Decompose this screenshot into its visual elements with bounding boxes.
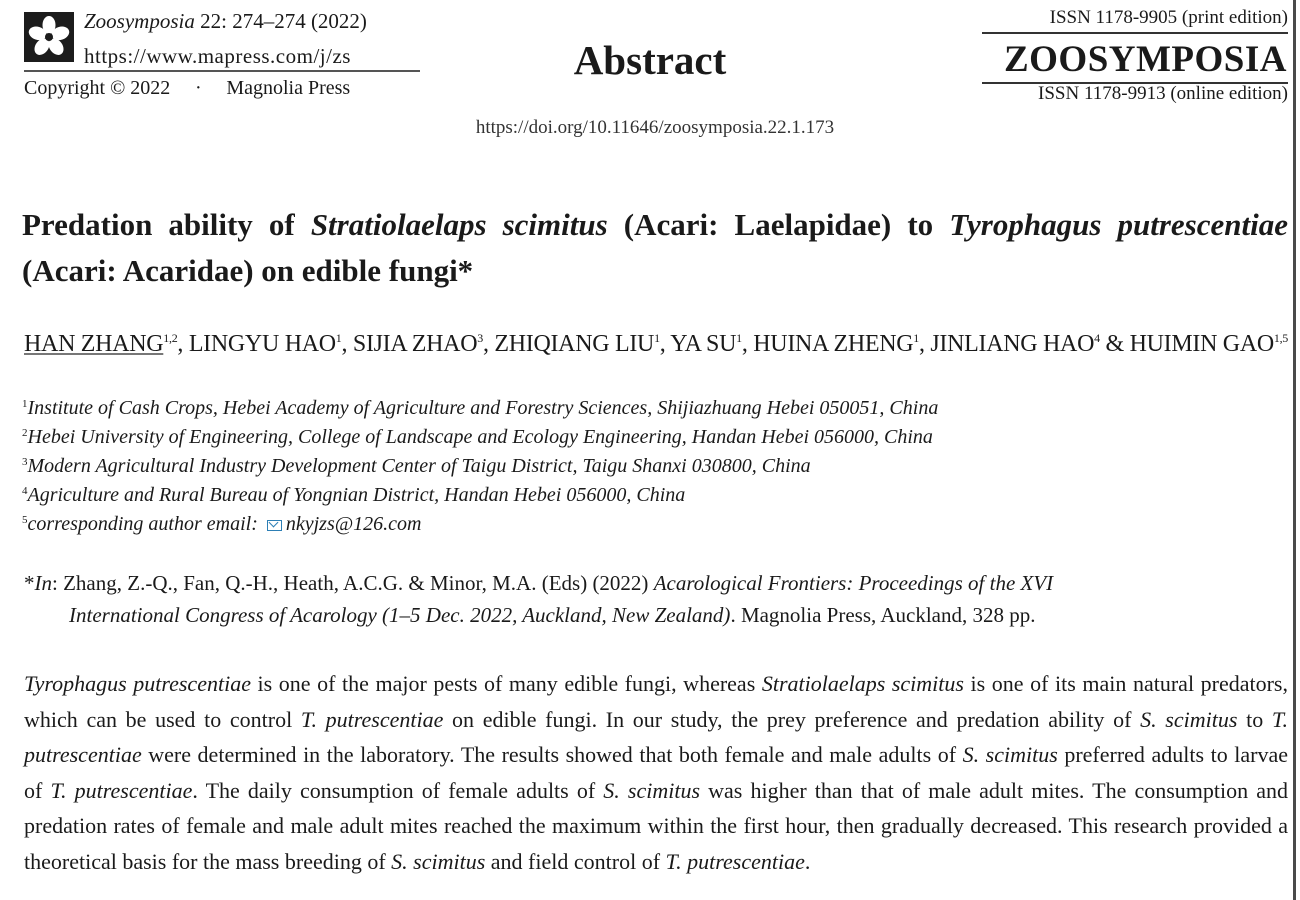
affiliation-text: Modern Agricultural Industry Development Center of Taigu District, Taigu Shanxi 030800, China xyxy=(27,455,811,477)
affiliation-number: 2 xyxy=(22,427,28,439)
title-species: Stratiolaelaps scimitus xyxy=(310,207,608,242)
affiliation-number: 5 xyxy=(22,514,28,526)
doi-link[interactable]: https://doi.org/10.11646/zoosymposia.22.1.173 xyxy=(475,117,835,138)
book-title: International Congress of Acarology (1–5 Dec. 2022, Auckland, New Zealand) xyxy=(69,603,731,627)
author-separator: , xyxy=(741,331,754,357)
separator-dot: · xyxy=(194,77,202,99)
brand-rule-top xyxy=(982,32,1288,34)
affiliation-item xyxy=(22,452,938,481)
abstract-fragment: was higher than that of male adult mites. The consumption and predation rates of female and male adult mites reached the maximum within the first hour, then gradually decreased. This research provided a theoretical basis for the mass breeding of xyxy=(24,777,1288,874)
author-affil-ref: 1,5 xyxy=(1273,331,1289,345)
issn-print: ISSN 1178-9905 (print edition) xyxy=(1049,7,1288,28)
abstract-fragment: . The daily consumption of female adults of xyxy=(192,777,604,803)
author-affil-ref: 1 xyxy=(654,331,660,345)
species-name: T. putrescentiae xyxy=(665,848,805,874)
author-affil-ref: 1 xyxy=(736,331,742,345)
in-label: In xyxy=(34,571,52,595)
author-name: LINGYU HAO xyxy=(188,331,336,357)
abstract-fragment: on edible fungi. In our study, the prey preference and predation ability of xyxy=(443,706,1141,732)
paper-title xyxy=(22,202,1288,294)
affiliation-item xyxy=(22,423,938,452)
editors: Zhang, Z.-Q., Fan, Q.-H., Heath, A.C.G. & Minor, M.A. (Eds) (2022) xyxy=(57,571,654,595)
corresponding-label: corresponding author email: xyxy=(27,513,258,535)
affiliation-list xyxy=(22,394,938,539)
abstract-fragment: to xyxy=(1237,706,1272,732)
author-list xyxy=(24,326,1290,362)
copyright-text: Copyright © 2022 xyxy=(24,77,171,99)
publication-details: . Magnolia Press, Auckland, 328 pp. xyxy=(730,603,1036,627)
species-name: T. putrescentiae xyxy=(300,706,444,732)
email-icon xyxy=(267,520,282,531)
author-affil-ref: 1 xyxy=(913,331,919,345)
affiliation-text: Institute of Cash Crops, Hebei Academy of Agriculture and Forestry Sciences, Shijiazhuang Hebei 050051, China xyxy=(27,397,939,419)
issn-online: ISSN 1178-9913 (online edition) xyxy=(1038,83,1288,104)
species-name: Stratiolaelaps scimitus xyxy=(761,671,964,696)
affiliation-number: 3 xyxy=(22,456,28,468)
author-separator: , xyxy=(177,331,189,357)
corresponding-email[interactable]: nkyjzs@126.com xyxy=(285,513,422,535)
abstract-fragment: . xyxy=(804,848,811,874)
species-name: T. putrescentiae xyxy=(24,706,1288,767)
species-name: S. scimitus xyxy=(962,742,1058,767)
in-colon: : xyxy=(52,571,58,595)
author-name: HUINA ZHENG xyxy=(753,331,914,357)
section-label: Abstract xyxy=(573,37,727,83)
author-separator: , xyxy=(482,331,495,357)
title-part: (Acari: Acaridae) on edible fungi* xyxy=(22,253,474,288)
author-name: SIJIA ZHAO xyxy=(352,331,478,357)
affiliation-number: 1 xyxy=(22,398,28,410)
author-separator: , xyxy=(341,331,353,357)
author-affil-ref: 1,2 xyxy=(163,331,178,345)
species-name: Tyrophagus putrescentiae xyxy=(24,671,251,696)
author-affil-ref: 4 xyxy=(1094,331,1100,345)
journal-brand: ZOOSYMPOSIA xyxy=(1003,39,1287,80)
publisher-name: Magnolia Press xyxy=(226,77,351,99)
title-part: Predation ability of xyxy=(22,207,311,242)
proceedings-note xyxy=(24,567,1264,631)
species-name: S. scimitus xyxy=(391,848,486,874)
journal-citation xyxy=(84,9,367,34)
book-title: Acarological Frontiers: Proceedings of the XVI xyxy=(653,571,1054,595)
author-affil-ref: 1 xyxy=(335,331,342,345)
author-name: ZHIQIANG LIU xyxy=(494,331,655,357)
proceedings-note-line xyxy=(24,567,1264,599)
author-name[interactable]: HAN ZHANG xyxy=(24,331,164,357)
author-name: YA SU xyxy=(670,331,737,357)
author-name: JINLIANG HAO xyxy=(930,331,1095,357)
species-name: S. scimitus xyxy=(603,777,701,803)
species-name: S. scimitus xyxy=(1140,706,1238,732)
affiliation-number: 4 xyxy=(22,485,28,497)
abstract-text xyxy=(24,666,1288,879)
title-part: (Acari: Laelapidae) to xyxy=(607,207,950,242)
abstract-fragment: were determined in the laboratory. The results showed that both female and male adults of xyxy=(141,742,963,767)
author-separator: , xyxy=(918,331,931,357)
affiliation-text: Agriculture and Rural Bureau of Yongnian District, Handan Hebei 056000, China xyxy=(27,484,686,506)
corresponding-author xyxy=(22,510,938,539)
journal-url[interactable]: https://www.mapress.com/j/zs xyxy=(84,44,351,68)
abstract-fragment: is one of the major pests of many edible fungi, whereas xyxy=(250,671,762,696)
abstract-fragment: preferred adults to larvae of xyxy=(24,742,1288,803)
abstract-fragment: and field control of xyxy=(485,848,666,874)
author-affil-ref: 3 xyxy=(477,331,483,345)
footnote-marker: * xyxy=(24,571,35,595)
affiliation-item xyxy=(22,394,938,423)
author-separator: , xyxy=(659,331,671,357)
proceedings-note-line xyxy=(24,599,1264,631)
abstract-fragment: is one of its main natural predators, which can be used to control xyxy=(24,671,1288,732)
species-name: T. putrescentiae xyxy=(50,777,193,803)
affiliation-item xyxy=(22,481,938,510)
title-species: Tyrophagus putrescentiae xyxy=(949,207,1288,242)
volume-pages: 22: 274–274 (2022) xyxy=(200,9,367,33)
author-name: & HUIMIN GAO xyxy=(1105,331,1274,357)
affiliation-text: Hebei University of Engineering, College of Landscape and Ecology Engineering, Handan Hebei 056000, China xyxy=(27,426,933,448)
journal-name: Zoosymposia xyxy=(84,9,195,33)
